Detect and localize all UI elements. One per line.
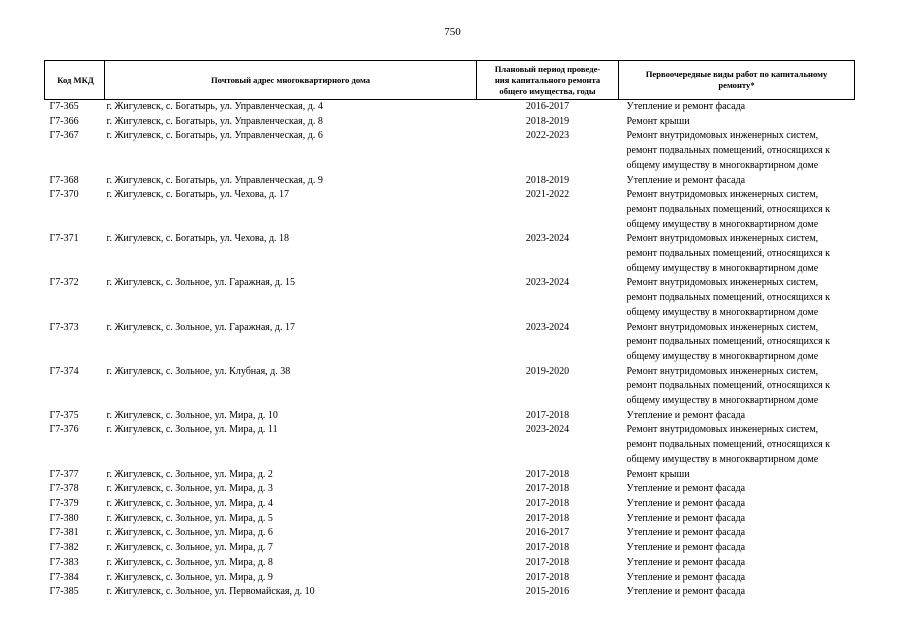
row-code: Г7-368 (49, 174, 79, 186)
row-period: 2023-2024 (525, 277, 570, 289)
row-code: Г7-379 (49, 497, 79, 509)
work-line: Ремонт внутридомовых инженерных систем, (626, 233, 819, 245)
row-works (619, 556, 855, 571)
work-line: Утепление и ремонт фасада (626, 174, 746, 186)
row-address: г. Жигулевск, с. Богатырь, ул. Управленческая, д. 6 (106, 130, 323, 142)
header-works: Первоочередные виды работ по капитальному ремонту* (619, 61, 855, 100)
row-code: Г7-380 (49, 512, 79, 524)
header-period: Плановый период проведе- ния капитального ремонта общего имущества, годы (477, 61, 619, 100)
work-line: Утепление и ремонт фасада (626, 571, 746, 583)
row-works (619, 571, 855, 586)
row-code: Г7-371 (49, 233, 79, 245)
work-line: Утепление и ремонт фасада (626, 556, 746, 568)
work-line: общему имуществу в многоквартирном доме (626, 262, 819, 274)
work-line: Утепление и ремонт фасада (626, 586, 746, 598)
row-works (619, 188, 855, 232)
row-period: 2016-2017 (525, 101, 570, 112)
row-code: Г7-372 (49, 277, 79, 289)
table-row (45, 129, 855, 173)
table-row (45, 497, 855, 512)
row-works (619, 541, 855, 556)
row-period: 2018-2019 (525, 115, 570, 127)
row-code: Г7-381 (49, 527, 79, 539)
table-row (45, 174, 855, 189)
row-code: Г7-382 (49, 542, 79, 554)
row-code: Г7-375 (49, 409, 79, 421)
row-works (619, 174, 855, 189)
work-line: Ремонт внутридомовых инженерных систем, (626, 365, 819, 377)
work-line: Ремонт крыши (626, 468, 690, 480)
row-period: 2017-2018 (525, 468, 570, 480)
row-address: г. Жигулевск, с. Зольное, ул. Клубная, д. 38 (106, 365, 291, 377)
work-line: Ремонт внутридомовых инженерных систем, (626, 189, 819, 201)
row-works (619, 232, 855, 276)
row-address: г. Жигулевск, с. Зольное, ул. Первомайская, д. 10 (106, 586, 315, 598)
table-row (45, 115, 855, 130)
work-line: ремонт подвальных помещений, относящихся к (626, 439, 831, 451)
row-works (619, 512, 855, 527)
row-address: г. Жигулевск, с. Зольное, ул. Мира, д. 10 (106, 409, 278, 421)
row-period: 2022-2023 (525, 130, 570, 142)
table-row (45, 232, 855, 276)
row-address: г. Жигулевск, с. Богатырь, ул. Управленческая, д. 9 (106, 174, 323, 186)
work-line: ремонт подвальных помещений, относящихся к (626, 336, 831, 348)
work-line: Утепление и ремонт фасада (626, 512, 746, 524)
work-line: Утепление и ремонт фасада (626, 409, 746, 421)
table-row (45, 526, 855, 541)
row-code: Г7-383 (49, 556, 79, 568)
row-works (619, 276, 855, 320)
work-line: ремонт подвальных помещений, относящихся к (626, 380, 831, 392)
row-code: Г7-377 (49, 468, 79, 480)
row-works (619, 423, 855, 467)
work-line: общему имуществу в многоквартирном доме (626, 395, 819, 407)
row-period: 2021-2022 (525, 189, 570, 201)
work-line: Утепление и ремонт фасада (626, 101, 746, 112)
row-address: г. Жигулевск, с. Зольное, ул. Мира, д. 3 (106, 483, 273, 495)
row-works (619, 468, 855, 483)
row-address: г. Жигулевск, с. Зольное, ул. Мира, д. 5 (106, 512, 273, 524)
row-code: Г7-366 (49, 115, 79, 127)
row-code: Г7-367 (49, 130, 79, 142)
table-header-row (45, 61, 855, 100)
row-code: Г7-385 (49, 586, 79, 598)
row-period: 2023-2024 (525, 233, 570, 245)
row-works (619, 115, 855, 130)
table-row (45, 571, 855, 586)
row-period: 2023-2024 (525, 424, 570, 436)
row-period: 2023-2024 (525, 321, 570, 333)
row-address: г. Жигулевск, с. Зольное, ул. Мира, д. 2 (106, 468, 273, 480)
page-number: 750 (444, 26, 461, 38)
table-body (45, 100, 855, 600)
row-works (619, 585, 855, 600)
table-row (45, 188, 855, 232)
row-address: г. Жигулевск, с. Зольное, ул. Мира, д. 6 (106, 527, 273, 539)
table-row (45, 423, 855, 467)
table-row (45, 482, 855, 497)
work-line: общему имуществу в многоквартирном доме (626, 159, 819, 171)
table-row (45, 585, 855, 600)
row-works (619, 482, 855, 497)
row-address: г. Жигулевск, с. Зольное, ул. Мира, д. 8 (106, 556, 273, 568)
row-period: 2018-2019 (525, 174, 570, 186)
row-address: г. Жигулевск, с. Богатырь, ул. Чехова, д. 17 (106, 189, 290, 201)
row-period: 2017-2018 (525, 571, 570, 583)
table-row (45, 276, 855, 320)
work-line: Ремонт крыши (626, 115, 690, 127)
row-period: 2017-2018 (525, 556, 570, 568)
table-row (45, 541, 855, 556)
housing-repair-table (44, 60, 855, 600)
row-code: Г7-370 (49, 189, 79, 201)
row-address: г. Жигулевск, с. Зольное, ул. Гаражная, д. 15 (106, 277, 295, 289)
row-code: Г7-374 (49, 365, 79, 377)
row-works (619, 100, 855, 115)
row-period: 2017-2018 (525, 409, 570, 421)
row-period: 2019-2020 (525, 365, 570, 377)
row-address: г. Жигулевск, с. Зольное, ул. Мира, д. 7 (106, 542, 273, 554)
work-line: ремонт подвальных помещений, относящихся к (626, 145, 831, 157)
row-address: г. Жигулевск, с. Зольное, ул. Мира, д. 4 (106, 497, 273, 509)
row-address: г. Жигулевск, с. Богатырь, ул. Чехова, д. 18 (106, 233, 290, 245)
work-line: Ремонт внутридомовых инженерных систем, (626, 321, 819, 333)
table-row (45, 365, 855, 409)
row-period: 2017-2018 (525, 542, 570, 554)
row-works (619, 409, 855, 424)
row-code: Г7-376 (49, 424, 79, 436)
row-code: Г7-384 (49, 571, 79, 583)
row-address: г. Жигулевск, с. Богатырь, ул. Управленческая, д. 4 (106, 101, 323, 112)
work-line: Ремонт внутридомовых инженерных систем, (626, 130, 819, 142)
row-period: 2017-2018 (525, 497, 570, 509)
row-address: г. Жигулевск, с. Богатырь, ул. Управленческая, д. 8 (106, 115, 323, 127)
work-line: ремонт подвальных помещений, относящихся к (626, 203, 831, 215)
work-line: общему имуществу в многоквартирном доме (626, 306, 819, 318)
row-works (619, 129, 855, 173)
row-code: Г7-365 (49, 101, 79, 112)
table-row (45, 468, 855, 483)
header-code: Код МКД (45, 61, 105, 100)
work-line: Ремонт внутридомовых инженерных систем, (626, 424, 819, 436)
work-line: Утепление и ремонт фасада (626, 483, 746, 495)
table-row (45, 556, 855, 571)
work-line: Утепление и ремонт фасада (626, 542, 746, 554)
row-works (619, 526, 855, 541)
row-period: 2017-2018 (525, 483, 570, 495)
row-code: Г7-373 (49, 321, 79, 333)
work-line: Утепление и ремонт фасада (626, 527, 746, 539)
table-row (45, 409, 855, 424)
work-line: Ремонт внутридомовых инженерных систем, (626, 277, 819, 289)
work-line: общему имуществу в многоквартирном доме (626, 350, 819, 362)
work-line: ремонт подвальных помещений, относящихся к (626, 248, 831, 260)
row-works (619, 497, 855, 512)
work-line: ремонт подвальных помещений, относящихся к (626, 292, 831, 304)
row-period: 2015-2016 (525, 586, 570, 598)
table-row (45, 512, 855, 527)
row-period: 2017-2018 (525, 512, 570, 524)
header-address: Почтовый адрес многоквартирного дома (105, 61, 477, 100)
row-period: 2016-2017 (525, 527, 570, 539)
work-line: общему имуществу в многоквартирном доме (626, 218, 819, 230)
work-line: Утепление и ремонт фасада (626, 497, 746, 509)
work-line: общему имуществу в многоквартирном доме (626, 453, 819, 465)
row-works (619, 365, 855, 409)
row-code: Г7-378 (49, 483, 79, 495)
row-address: г. Жигулевск, с. Зольное, ул. Гаражная, д. 17 (106, 321, 295, 333)
row-works (619, 321, 855, 365)
table-row (45, 321, 855, 365)
row-address: г. Жигулевск, с. Зольное, ул. Мира, д. 9 (106, 571, 273, 583)
table-row (45, 100, 855, 115)
row-address: г. Жигулевск, с. Зольное, ул. Мира, д. 11 (106, 424, 278, 436)
